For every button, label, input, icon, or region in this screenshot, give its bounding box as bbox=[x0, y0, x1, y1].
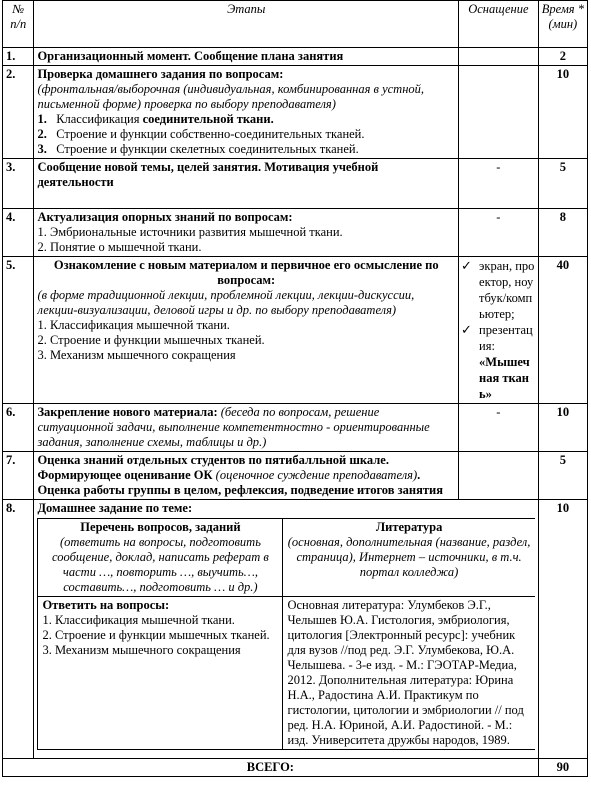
row-time: 10 bbox=[538, 66, 587, 159]
row-equip: - bbox=[459, 209, 539, 257]
table-row bbox=[3, 452, 588, 500]
list-item: 1. Эмбриональные источники развития мышечной ткани. bbox=[37, 225, 343, 239]
list-item: 3. Механизм мышечного сокращения bbox=[42, 643, 241, 657]
row-time: 8 bbox=[538, 209, 587, 257]
row-time: 5 bbox=[538, 452, 587, 500]
row-title: Оценка знаний отдельных студентов по пятибалльной шкале. Формирующее оценивание ОК bbox=[37, 453, 389, 482]
list-item: 2. Строение и функции собственно-соединительных тканей. bbox=[37, 127, 365, 141]
table-row bbox=[3, 66, 588, 159]
row-time: 10 bbox=[538, 500, 587, 759]
homework-literature: Основная литература: Улумбеков Э.Г., Челышев Ю.А. Гистология, эмбриология, цитология [Электронный ресурс]: учебник для вузов //под ред. Э.Г. Улумбекова, Ю.А. Челышева. - 3-е изд. - М.: ГЭОТАР-Медиа, 2012. Дополнительная литература: Юрина Н.А., Радостина А.И. Практикум по гистологии, цитологии и эмбриологии // под ред. Н.А. Юриной, А.И. Радостиной. - М.: изд. Университета дружбы народов, 1989. bbox=[283, 597, 535, 750]
row-items bbox=[37, 112, 455, 157]
row-note: (беседа по вопросам, решение ситуационной задачи, выполнение компетентностно - ориентированные задания, заполнение схемы, таблицы и др.) bbox=[37, 405, 430, 449]
homework-content-row bbox=[38, 597, 535, 750]
row-content bbox=[34, 209, 459, 257]
row-content bbox=[34, 404, 459, 452]
equip-item: ✓ экран, проектор, ноутбук/компьютер; bbox=[461, 258, 535, 321]
table-row bbox=[3, 404, 588, 452]
lesson-stages-table bbox=[2, 0, 588, 777]
row-equip bbox=[459, 48, 539, 66]
row-num: 3. bbox=[3, 159, 34, 209]
table-header-row bbox=[3, 1, 588, 48]
list-item: 1. Классификация мышечной ткани. bbox=[42, 613, 235, 627]
equip-item: ✓ презентация: «Мышечная ткань» bbox=[461, 322, 533, 401]
header-equipment: Оснащение bbox=[459, 1, 539, 48]
row-title: Домашнее задание по теме: bbox=[37, 501, 193, 515]
list-item: 2. Строение и функции мышечных тканей. bbox=[37, 333, 265, 347]
row-title-cont: . Оценка работы группы в целом, рефлексия, подведение итогов занятия bbox=[37, 468, 443, 497]
row-title: Проверка домашнего задания по вопросам: bbox=[37, 67, 284, 81]
checkmark-icon: ✓ bbox=[461, 258, 472, 273]
row-title: Закрепление нового материала: bbox=[37, 405, 218, 419]
row-num: 8. bbox=[3, 500, 34, 759]
row-time: 10 bbox=[538, 404, 587, 452]
total-value: 90 bbox=[538, 759, 587, 777]
row-time: 5 bbox=[538, 159, 587, 209]
row-equip: - bbox=[459, 404, 539, 452]
row-title: Актуализация опорных знаний по вопросам: bbox=[37, 210, 293, 224]
row-time: 40 bbox=[538, 257, 587, 404]
row-content bbox=[34, 452, 459, 500]
row-num: 4. bbox=[3, 209, 34, 257]
list-item: 2. Строение и функции мышечных тканей. bbox=[42, 628, 270, 642]
header-num: № п/п bbox=[3, 1, 34, 48]
row-title: Сообщение новой темы, целей занятия. Мотивация учебной деятельности bbox=[34, 159, 459, 209]
total-row bbox=[3, 759, 588, 777]
row-equip: - bbox=[459, 159, 539, 209]
list-item: 2. Понятие о мышечной ткани. bbox=[37, 240, 202, 254]
row-time: 2 bbox=[538, 48, 587, 66]
row-equip bbox=[459, 257, 539, 404]
list-item: 1. Классификация соединительной ткани. bbox=[37, 112, 274, 126]
list-item: 1. Классификация мышечной ткани. bbox=[37, 318, 230, 332]
table-row bbox=[3, 500, 588, 759]
row-num: 6. bbox=[3, 404, 34, 452]
homework-header-row bbox=[38, 519, 535, 597]
row-content bbox=[34, 66, 459, 159]
list-item: 3. Механизм мышечного сокращения bbox=[37, 348, 236, 362]
checkmark-icon: ✓ bbox=[461, 322, 472, 337]
header-stages: Этапы bbox=[34, 1, 459, 48]
table-row bbox=[3, 48, 588, 66]
row-equip bbox=[459, 66, 539, 159]
total-label: ВСЕГО: bbox=[3, 759, 539, 777]
list-item: 3. Строение и функции скелетных соединительных тканей. bbox=[37, 142, 359, 156]
homework-left-header: Перечень вопросов, заданий (ответить на вопросы, подготовить сообщение, доклад, написать реферат в части …, повторить …, выучить…, составить…, подготовить … и др.) bbox=[38, 519, 283, 597]
row-title: Организационный момент. Сообщение плана занятия bbox=[34, 48, 459, 66]
homework-right-header: Литература (основная, дополнительная (название, раздел, страница), Интернет – источники, в т.ч. портал колледжа) bbox=[283, 519, 535, 597]
row-title: Ознакомление с новым материалом и первичное его осмысление по вопросам: bbox=[53, 258, 439, 287]
homework-table bbox=[37, 518, 534, 750]
table-row bbox=[3, 257, 588, 404]
table-row bbox=[3, 159, 588, 209]
row-num: 1. bbox=[3, 48, 34, 66]
row-note: (в форме традиционной лекции, проблемной лекции, лекции-дискуссии, лекции-визуализации, деловой игры и др. по выбору преподавателя) bbox=[37, 288, 415, 317]
table-row bbox=[3, 209, 588, 257]
row-content bbox=[34, 257, 459, 404]
row-note: (фронтальная/выборочная (индивидуальная, комбинированная в устной, письменной форме) проверка по выбору преподавателя) bbox=[37, 82, 425, 111]
row-equip bbox=[459, 452, 539, 500]
row-num: 5. bbox=[3, 257, 34, 404]
row-content bbox=[34, 500, 538, 759]
header-time: Время * (мин) bbox=[538, 1, 587, 48]
row-num: 7. bbox=[3, 452, 34, 500]
row-num: 2. bbox=[3, 66, 34, 159]
row-note: (оценочное суждение преподавателя) bbox=[212, 468, 418, 482]
homework-questions: Ответить на вопросы: 1. Классификация мышечной ткани. 2. Строение и функции мышечных тканей. 3. Механизм мышечного сокращения bbox=[38, 597, 283, 750]
